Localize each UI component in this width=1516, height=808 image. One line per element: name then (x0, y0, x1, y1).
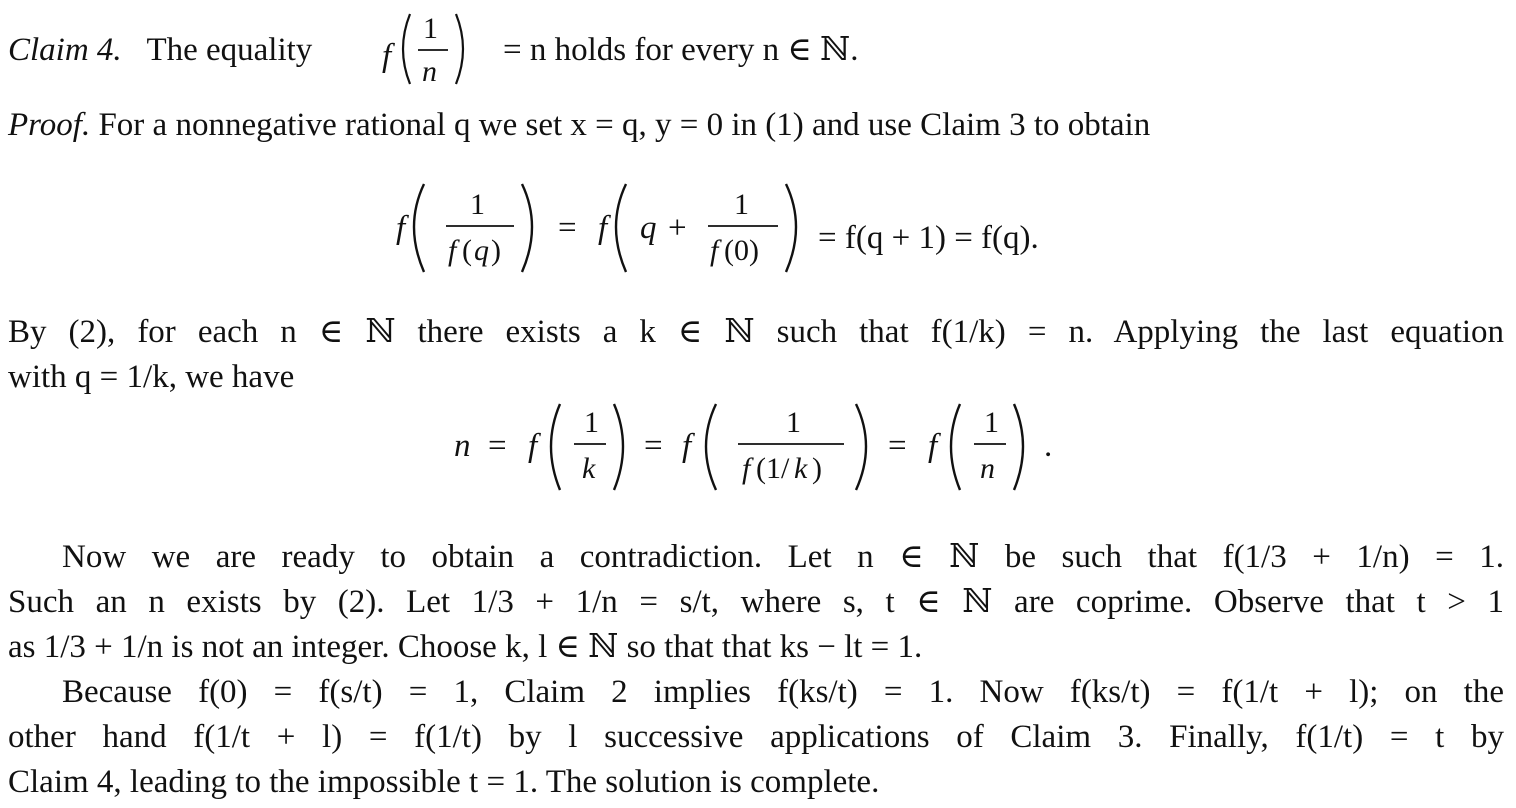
svg-text:n: n (422, 55, 437, 88)
svg-text:1: 1 (734, 188, 749, 221)
svg-text:): ) (491, 234, 501, 267)
svg-text:q: q (474, 234, 489, 267)
svg-text:f: f (598, 210, 608, 246)
svg-text:q: q (640, 210, 657, 246)
svg-text:1: 1 (584, 406, 599, 439)
svg-text:=: = (644, 428, 663, 464)
svg-text:f: f (382, 38, 392, 74)
display-2-end: . (1044, 428, 1053, 464)
claim-fraction-svg (380, 6, 500, 92)
svg-text:f: f (396, 210, 406, 246)
display-2-svg (448, 392, 1068, 502)
proof-line (8, 105, 1150, 145)
claim-text-before: The equality (146, 32, 313, 68)
svg-text:f: f (448, 234, 457, 267)
svg-text:k: k (794, 452, 808, 485)
claim-line (8, 30, 312, 70)
svg-text:n: n (454, 428, 471, 464)
svg-text:1: 1 (423, 12, 438, 45)
svg-text:(: ( (462, 234, 472, 267)
claim-math (380, 6, 500, 92)
paragraph-3-line-1: Now we are ready to obtain a contradiction. Let n ∈ ℕ be such that f(1/3 + 1/n) = 1. (62, 539, 1504, 575)
paragraph-4-line-1: Because f(0) = f(s/t) = 1, Claim 2 implies f(ks/t) = 1. Now f(ks/t) = f(1/t + l); on the (62, 674, 1504, 710)
svg-text:k: k (582, 452, 596, 485)
svg-text:+: + (668, 210, 687, 246)
display-equation-2 (448, 392, 1068, 502)
svg-text:f: f (710, 234, 719, 267)
proof-text: For a nonnegative rational q we set x = q, y = 0 in (1) and use Claim 3 to obtain (98, 107, 1151, 143)
svg-text:=: = (888, 428, 907, 464)
proof-label: Proof. (8, 107, 91, 143)
svg-text:1: 1 (786, 406, 801, 439)
svg-text:f: f (682, 428, 692, 464)
svg-text:f: f (928, 428, 938, 464)
svg-text:(0): (0) (724, 234, 759, 267)
paragraph-3-line-3: as 1/3 + 1/n is not an integer. Choose k, l ∈ ℕ so that that ks − lt = 1. (8, 629, 923, 665)
svg-text:): ) (812, 452, 822, 485)
display-1-rest: = f(q + 1) = f(q). (818, 220, 1039, 256)
svg-text:=: = (488, 428, 507, 464)
paragraph-4-line-2: other hand f(1/t + l) = f(1/t) by l successive applications of Claim 3. Finally, f(1/t) = t by (8, 719, 1504, 755)
paragraph-4-line-3: Claim 4, leading to the impossible t = 1. The solution is complete. (8, 764, 880, 800)
svg-text:(1/: (1/ (756, 452, 790, 485)
svg-text:1: 1 (984, 406, 999, 439)
svg-text:f: f (528, 428, 538, 464)
svg-text:=: = (558, 210, 577, 246)
svg-text:1: 1 (470, 188, 485, 221)
claim-label: Claim 4. (8, 32, 122, 68)
svg-text:n: n (980, 452, 995, 485)
paragraph-2-line-2: with q = 1/k, we have (8, 359, 295, 395)
claim-text-after: = n holds for every n ∈ ℕ. (503, 32, 859, 68)
paragraph-3-line-2: Such an n exists by (2). Let 1/3 + 1/n = s/t, where s, t ∈ ℕ are coprime. Observe that t > 1 (8, 584, 1504, 620)
svg-text:f: f (742, 452, 751, 485)
paragraph-2-line-1: By (2), for each n ∈ ℕ there exists a k ∈ ℕ such that f(1/k) = n. Applying the last equation (8, 314, 1504, 350)
